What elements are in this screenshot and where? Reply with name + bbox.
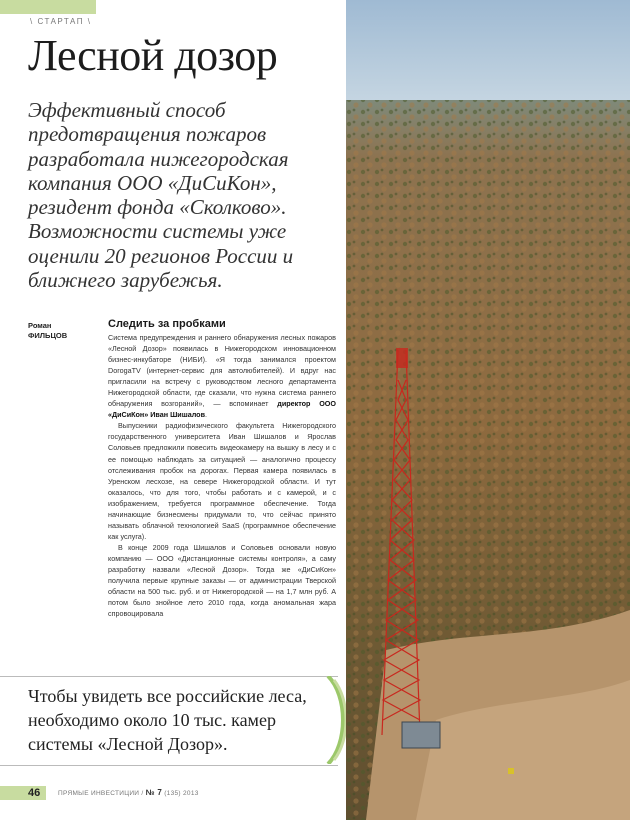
footer-magazine [58,788,199,799]
pull-quote: Чтобы увидеть все российские леса, необходимо около 10 тыс. камер системы «Лесной Дозор». [28,686,307,754]
sky [346,0,630,104]
section-tab [0,0,96,14]
paragraph-end: . [205,410,207,420]
page-number: 46 [28,787,41,799]
quoted-person: директор ООО «ДиСиКон» Иван Шишалов [108,399,336,420]
forest-tower-photo [346,0,630,820]
article-paragraph-2: Выпускники радиофизического факультета Нижегородского государственного университета Иван Шишалов и Ярослав Соловьев предложили повесить видеокамеру на вышку в лесу и с ее помощью наблюдать за ситуацией — аналогично процессу отслеживания пробок на дорогах. Первая камера появилась в Уренском лесхозе, на севере Нижегородской области. И тут оказалось, что для того, чтобы работать и с камерой, и с изображением, требуется программное обеспечение. Тогда начинающие бизнесмены придумали то, что сейчас принято называть облачной технологией SaaS (программное обеспечение как услуга). [108,421,336,541]
section-label: \ СТАРТАП \ [30,17,92,26]
hut-sign [508,768,514,774]
article-body [108,318,336,619]
author-first-name: Роман [28,321,52,330]
author-byline [28,321,98,341]
author-last-name: ФИЛЬЦОВ [28,331,68,340]
article-paragraph-3: В конце 2009 года Шишалов и Соловьев основали новую компанию — ООО «Дистанционные системы контроля», а саму разработку назвали «Лесной Дозор». Тогда же «ДиСиКон» получила первые крупные заказы — от администрации Тверской области на 500 тыс. руб. и от Нижегородской — на 1,7 млн руб. А потом было знойное лето 2010 года, когда аномальная жара спровоцировала [108,542,336,619]
page-title: Лесной дозор [28,31,278,80]
tower-top [396,348,408,368]
issue-year: (135) 2013 [162,790,199,797]
lead-paragraph: Эффективный способ предотвращения пожаров разработала нижегородская компания ООО «ДиСиКон», резидент фонда «Сколково». Возможности системы уже оценили 20 регионов России и ближнего зарубежья. [28,98,294,293]
magazine-name: ПРЯМЫЕ ИНВЕСТИЦИИ / [58,790,146,797]
issue-number: № 7 [145,788,163,797]
paragraph-text: Система предупреждения и раннего обнаружения лесных пожаров «Лесной Дозор» появилась в Нижегородском инновационном бизнес-инкубаторе (НИБИ). «Я тогда занимался проектом DorogaTV (интернет-сервис для автолюбителей). И вдруг нас пригласили на встречу с руководством лесного департамента Нижегородской области, где сказали, что нужна система раннего обнаружения возгораний», — вспоминает [108,333,336,409]
article-subhead: Следить за пробками [108,318,226,330]
article-paragraph-1 [108,332,336,420]
equipment-hut [402,722,440,748]
